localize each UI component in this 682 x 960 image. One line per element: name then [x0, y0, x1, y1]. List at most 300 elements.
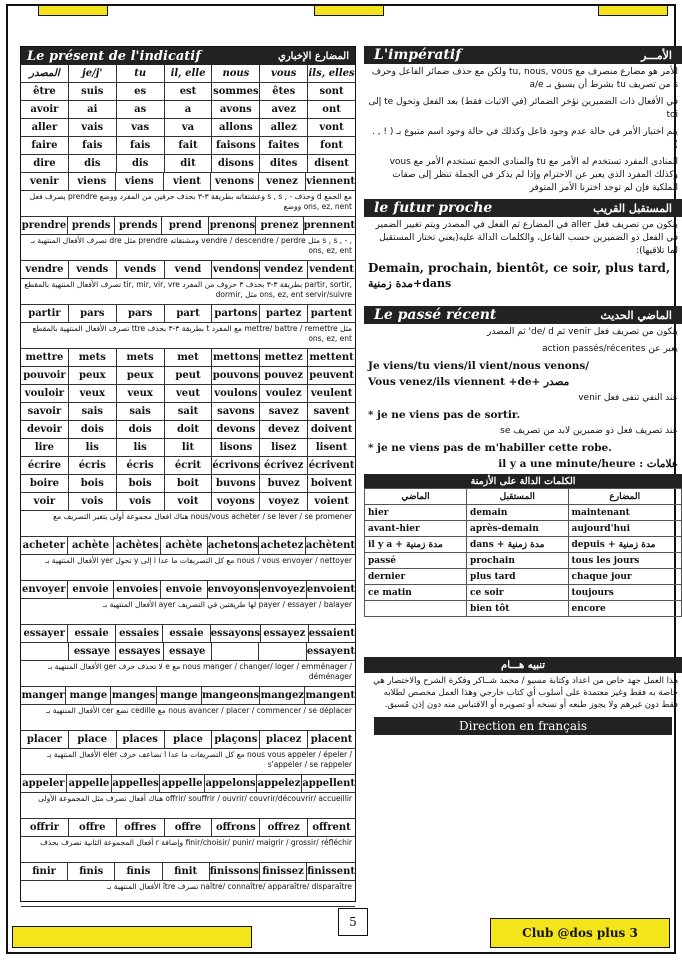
conj-note: الأفعال المنتهية بـ ger لا تحذف حرف e مع nous manger / changer/ loger / emménager / déménager [21, 661, 355, 687]
time-cell: prochain [467, 553, 568, 569]
conj-row [21, 625, 355, 643]
conj-cell: pars [69, 305, 117, 322]
conj-cell: ai [69, 101, 117, 118]
futur-words: Demain, prochain, bientôt, ce soir, plus tard, [368, 261, 671, 275]
conj-cell: suis [69, 83, 117, 100]
conj-cell: vont [319, 122, 344, 133]
time-cell: avant-hier [365, 521, 467, 537]
conj-cell: offrir [21, 819, 69, 836]
conj-cell: offrez [260, 819, 308, 836]
conj-cell: placent [310, 734, 353, 745]
imperatif-title: L'impératif [374, 47, 462, 63]
conj-cell: appelles [112, 775, 159, 792]
conj-cell: buvons [212, 475, 260, 492]
conj-cell: appeler [21, 775, 67, 792]
conj-row [21, 217, 355, 235]
conj-cell: voir [21, 493, 69, 510]
conj-cell: partent [310, 308, 353, 319]
conj-cell: offre [165, 819, 213, 836]
conj-cell: fait [165, 137, 213, 154]
conj-header-cell: vous [260, 65, 308, 82]
conj-cell: savons [212, 403, 260, 420]
time-row [365, 569, 682, 585]
time-row [365, 601, 682, 617]
conj-cell: savent [313, 406, 350, 417]
futur-rule: يتكون من تصريف فعل aller في المضارع ثم الفعل في المصدر ويتم تغيير الضمير في الفعل ذو الضميرين حسب الفاعل، والكلمات الدالة عليه(يعني تختار المستقبل لما تلاقيها): [375, 220, 678, 256]
time-cell: encore [568, 601, 681, 617]
conj-cell: finissez [260, 863, 307, 880]
conj-cell: avons [212, 101, 260, 118]
conjugation-table [21, 65, 355, 907]
conj-cell: prendre [21, 217, 68, 234]
time-cell: dans + مدة زمنية [467, 537, 568, 553]
conj-cell: écrivons [212, 457, 260, 474]
notice-text: هذا العمل جهد خاص من اعداد وكتابة مسيو / محمد شــاكر وفكرة الشرح والاختصار هي خاصة به فقط وغير معتمدة على أسلوب أي كتاب خارجي وهذا العمل مخصص لطلابه فقط دون غيرهم ولا يجوز طبعه أو نسخه أو تصويره أو الاقتباس منه دون إذن مُسبق. [373, 676, 678, 710]
conj-cell [259, 643, 307, 660]
conj-row [21, 475, 355, 493]
yellow-tab-left [38, 6, 108, 16]
conj-header-cell: nous [212, 65, 260, 82]
page-number: 5 [338, 908, 368, 936]
time-row [365, 505, 682, 521]
conj-cell: viens [69, 173, 117, 190]
conj-cell: avez [260, 101, 308, 118]
conj-cell: mangez [260, 687, 305, 704]
conj-cell: buvez [260, 475, 308, 492]
time-header-row [365, 489, 682, 505]
time-cell: il y a + مدة زمنية [365, 537, 467, 553]
conj-cell: lisons [212, 439, 260, 456]
conj-row [21, 537, 355, 555]
conj-cell: finir [21, 863, 68, 880]
conj-cell: finissons [210, 863, 260, 880]
time-row [365, 537, 682, 553]
conj-cell: faisons [212, 137, 260, 154]
conj-cell: essaie [68, 625, 115, 642]
conj-cell: va [165, 119, 213, 136]
conj-cell: boivent [310, 478, 353, 489]
imperatif-rule-2: في الأفعال ذات الضميرين نؤخر الضمائر (في الاثبات فقط) بعد الفعل وتحول te إلى toi [368, 97, 678, 120]
time-words-table [364, 488, 682, 617]
conj-cell: fais [117, 137, 165, 154]
conj-cell: essayes [116, 643, 164, 660]
conj-cell: place [69, 731, 117, 748]
time-cell: passé [365, 553, 467, 569]
conj-cell: avoir [21, 101, 69, 118]
conj-note: الأفعال المنتهية بـ ître تصرف naître/ connaître/ apparaître/ disparaître [21, 881, 355, 907]
conj-cell: envoie [161, 581, 208, 598]
conj-row [21, 457, 355, 475]
conj-cell: prenez [256, 217, 303, 234]
conj-cell: sait [165, 403, 213, 420]
conj-cell: venez [259, 173, 307, 190]
conj-cell: lisez [260, 439, 308, 456]
conj-note: تصرف الأفعال المنتهية بالمقطع ttre بطريقة ٣-٣ بحذف t مع المفرد mettre/ battre / remettre مثل ons, ez, ent [21, 323, 355, 349]
conj-cell: mets [117, 349, 165, 366]
passe-line-3: * je ne viens pas de sortir. [368, 409, 521, 421]
conj-cell: peux [117, 367, 165, 384]
conj-row [21, 137, 355, 155]
right-column [364, 46, 682, 926]
conj-row [21, 155, 355, 173]
conj-row [21, 493, 355, 511]
present-title: Le présent de l'indicatif [27, 48, 201, 64]
conj-cell: lis [69, 439, 117, 456]
conj-cell: dois [69, 421, 117, 438]
conj-cell: venir [21, 173, 69, 190]
conj-cell: devez [260, 421, 308, 438]
conj-cell: êtes [260, 83, 308, 100]
conj-cell: savez [260, 403, 308, 420]
time-cell: tous les jours [568, 553, 681, 569]
conj-cell: peuvent [309, 370, 354, 381]
time-cell: maintenant [568, 505, 681, 521]
conj-cell: vois [69, 493, 117, 510]
conj-cell: peut [165, 367, 213, 384]
time-cell: demain [467, 505, 568, 521]
conj-cell: viennent [306, 176, 356, 187]
conj-cell: allez [260, 119, 308, 136]
conj-header-row [21, 65, 355, 83]
conj-cell: ont [322, 104, 341, 115]
conj-cell: prenons [209, 217, 256, 234]
conj-row [21, 173, 355, 191]
conj-cell: achètent [305, 540, 355, 551]
time-words-banner [364, 474, 682, 488]
conj-cell: vendre [21, 261, 69, 278]
conj-note: الأفعال المنتهية بـ cer نضع cedille مع nous avancer / placer / commencer / se déplacer [21, 705, 355, 731]
time-cell: chaque jour [568, 569, 681, 585]
conj-cell: savoir [21, 403, 69, 420]
conj-cell: écrivez [260, 457, 308, 474]
conj-cell: sont [319, 86, 344, 97]
conj-note: أفعال المجموعة الثانية تصرف بحذف r وإضافة finir/choisir/ punir/ maigrir / grossir/ réfléchir [21, 837, 355, 863]
conj-note: الأفعال المنتهية بـ yer تحول y إلى i مع كل التصريفات ما عدا nous / vous envoyer / nettoyer [21, 555, 355, 581]
conj-cell: dois [117, 421, 165, 438]
conj-cell: finit [163, 863, 210, 880]
conj-cell: venons [211, 173, 259, 190]
conj-cell: aller [21, 119, 69, 136]
conj-cell: essayer [21, 625, 68, 642]
conj-cell: pars [117, 305, 165, 322]
passe-line-4: * je ne viens pas de m'habiller cette robe. [368, 442, 612, 454]
passe-banner [364, 306, 682, 324]
conj-cell: faire [21, 137, 69, 154]
conj-cell: placez [260, 731, 308, 748]
conj-cell: devons [212, 421, 260, 438]
time-row [365, 585, 682, 601]
passe-line-5: il y a une minute/heure : علامات [498, 458, 678, 470]
futur-words-2: dans+مدة زمنية [368, 277, 452, 290]
present-banner [21, 47, 355, 65]
conj-note: تصرف الأفعال المنتهية بـ dre مثل prendre ومشتقاته vendre / descendre / perdre مثل s , s , - , ons, ez, ent [21, 235, 355, 261]
time-row [365, 553, 682, 569]
conj-cell [212, 643, 260, 660]
time-cell: plus tard [467, 569, 568, 585]
time-cell: toujours [568, 585, 681, 601]
conj-cell: vends [69, 261, 117, 278]
conj-cell: voulons [212, 385, 260, 402]
passe-rule-2: يعبر عن action passés/récentes [542, 344, 678, 354]
conj-cell: bois [69, 475, 117, 492]
conj-cell: appelons [205, 775, 256, 792]
conj-cell: disons [212, 155, 260, 172]
conj-cell: envoient [306, 584, 356, 595]
conj-row [21, 349, 355, 367]
conj-cell: voient [314, 496, 349, 507]
conj-cell: voyons [212, 493, 260, 510]
conj-cell: manger [21, 687, 66, 704]
conj-cell: mange [66, 687, 111, 704]
yellow-tab-right [598, 6, 668, 16]
conj-cell: place [165, 731, 213, 748]
conj-cell: écrit [165, 457, 213, 474]
imperatif-title-ar: الأمـــر [641, 48, 672, 62]
conj-row [21, 421, 355, 439]
conj-cell: placer [21, 731, 69, 748]
conj-cell: doit [165, 421, 213, 438]
time-cell: ce matin [365, 585, 467, 601]
time-cell: aujourd'hui [568, 521, 681, 537]
passe-title-ar: الماضي الحديث [600, 308, 672, 322]
conj-cell: disent [314, 158, 349, 169]
imperatif-banner [364, 46, 682, 64]
conj-header-cell: je/j' [69, 65, 117, 82]
conj-cell: dire [21, 155, 69, 172]
conj-cell: sais [117, 403, 165, 420]
conj-row [21, 687, 355, 705]
conj-row [21, 581, 355, 599]
time-cell: bien tôt [467, 601, 568, 617]
notice-banner [364, 657, 682, 673]
conj-row [21, 261, 355, 279]
conj-cell: mange [157, 687, 202, 704]
conj-cell: prends [115, 217, 162, 234]
conj-header-cell: المصدر [21, 65, 69, 82]
conj-cell: partez [260, 305, 308, 322]
conj-cell: veulent [310, 388, 353, 399]
conj-cell: es [117, 83, 165, 100]
conj-cell: places [117, 731, 165, 748]
conj-cell: mettre [21, 349, 69, 366]
conj-cell: être [21, 83, 69, 100]
conj-note: الأفعال المنتهية بـ eler تضاعف حرف l مع كل التصريفات ما عدا nous vous appeler / épeler / s'appeler / se rappeler [21, 749, 355, 775]
conj-cell: mets [69, 349, 117, 366]
conj-cell: vouloir [21, 385, 69, 402]
passe-rule-4: عند تصريف فعل ذو ضميرين لابد من تصريف se [500, 426, 678, 436]
conj-cell: essaye [164, 643, 212, 660]
conj-cell: envoyons [208, 581, 261, 598]
conj-cell: vendent [309, 264, 354, 275]
conj-cell: mettez [260, 349, 308, 366]
conj-cell: part [165, 305, 213, 322]
conj-cell: lisent [315, 442, 348, 453]
conj-cell: finissent [307, 866, 355, 877]
conj-cell: font [320, 140, 344, 151]
conj-cell: lis [117, 439, 165, 456]
conj-row [21, 101, 355, 119]
conj-cell: écrire [21, 457, 69, 474]
conj-cell: prend [162, 217, 209, 234]
conj-cell: prennent [303, 220, 355, 231]
futur-title-ar: المستقبل القريب [593, 201, 672, 215]
conj-cell: achetons [208, 537, 259, 554]
conj-row [21, 863, 355, 881]
conj-cell: appellent [302, 778, 355, 789]
conj-cell: essaies [116, 625, 163, 642]
conj-cell: mettent [309, 352, 354, 363]
conj-cell: offres [117, 819, 165, 836]
conj-cell: devoir [21, 421, 69, 438]
conj-cell: vendez [260, 261, 308, 278]
conj-cell: plaçons [212, 731, 260, 748]
conj-cell: écris [117, 457, 165, 474]
conj-cell: vois [117, 493, 165, 510]
imperatif-rule-1: الأمر هو مضارع منصرف مع tu, nous, vous ولكن مع حذف ضمائر الفاعل وحرف s من تصريف tu بشرط أن يسبق بـ a/e [371, 67, 678, 90]
conj-cell: vient [164, 173, 212, 190]
imperatif-rule-4: المنادى المفرد تستخدم له الأمر مع tu والمنادى الجمع تستخدم الأمر مع vous وكذلك المفرد الذي يعبر عن الاحترام وإذا لم يذكر في الجملة تنظر إلى صفات الملكية فإن لم توجد اخترنا الأمر المتوفر [389, 157, 678, 193]
time-words-title: الكلمات الدالة على الأزمنة [470, 475, 576, 487]
conj-cell: vas [117, 119, 165, 136]
conj-cell: a [165, 101, 213, 118]
club-footer: Club @dos plus 3 [490, 918, 670, 948]
time-header-cell: الماضي [365, 489, 467, 505]
passe-title: Le passé récent [374, 307, 497, 323]
conj-cell: dis [69, 155, 117, 172]
conj-cell: finis [115, 863, 162, 880]
conj-cell: partons [212, 305, 260, 322]
conj-cell: vais [69, 119, 117, 136]
conj-cell: pouvons [212, 367, 260, 384]
conj-cell: faites [260, 137, 308, 154]
conj-cell: voit [165, 493, 213, 510]
conj-cell: mettons [212, 349, 260, 366]
conj-cell: achetez [259, 537, 306, 554]
conj-cell: écris [69, 457, 117, 474]
conj-cell: dit [165, 155, 213, 172]
time-header-cell: المستقبل [467, 489, 568, 505]
present-title-ar: المضارع الإخباري [278, 50, 349, 62]
conj-cell [21, 643, 69, 660]
conj-cell: envoyer [21, 581, 68, 598]
conj-header-cell: ils, elles [308, 68, 355, 79]
conj-cell: fais [69, 137, 117, 154]
conj-cell: achètes [114, 537, 161, 554]
conj-cell: offre [69, 819, 117, 836]
conj-cell: appelle [67, 775, 113, 792]
conj-row [21, 367, 355, 385]
conj-cell: peux [69, 367, 117, 384]
conj-cell: vends [117, 261, 165, 278]
conj-cell: sais [69, 403, 117, 420]
conj-cell: essayons [211, 625, 261, 642]
conj-cell: doivent [310, 424, 353, 435]
futur-banner [364, 199, 682, 217]
conj-row [21, 775, 355, 793]
conj-cell: manges [111, 687, 156, 704]
time-cell: ce soir [467, 585, 568, 601]
conj-cell: pouvez [260, 367, 308, 384]
conj-cell: achète [161, 537, 208, 554]
conj-row [21, 731, 355, 749]
conj-row [21, 403, 355, 421]
conj-cell: écrivent [308, 460, 355, 471]
conj-cell: offrent [312, 822, 351, 833]
conj-cell: envoie [68, 581, 115, 598]
conj-cell: viens [116, 173, 164, 190]
conj-cell: achète [68, 537, 115, 554]
conj-cell: vendons [212, 261, 260, 278]
conj-row [21, 305, 355, 323]
direction-banner: Direction en français [374, 717, 672, 735]
time-cell [365, 601, 467, 617]
conj-cell: prends [68, 217, 115, 234]
conj-cell: lit [165, 439, 213, 456]
conj-row [21, 819, 355, 837]
conj-row [21, 83, 355, 101]
conj-note: يصرف فعل prendre وعشتقاته بطريقة ٣-٣ بحذف حرفين من المفرد ووضع s , s , - وحذف d مع الجمع ووضع ons, ez, nent [21, 191, 355, 217]
conj-cell: acheter [21, 537, 68, 554]
yellow-tab-middle [314, 6, 384, 16]
conj-cell: pouvoir [21, 367, 69, 384]
conj-cell: est [165, 83, 213, 100]
futur-title: le futur proche [374, 200, 493, 216]
conj-cell: envoies [114, 581, 161, 598]
conj-cell: mangeons [202, 687, 260, 704]
conj-cell: allons [212, 119, 260, 136]
conj-row [21, 439, 355, 457]
conj-row [21, 385, 355, 403]
imperatif-rule-3: يتم اختبار الأمر في حالة عدم وجود فاعل وكذلك في حالة وجود اسم متبوع بـ ( ! , . ) [371, 127, 678, 150]
conj-header-cell: tu [117, 65, 165, 82]
conj-cell: voyez [260, 493, 308, 510]
conj-note: الأفعال المنتهية بـ ayer لها طريقتين في التصريف payer / essayer / balayer [21, 599, 355, 625]
yellow-footer-bar [12, 926, 252, 948]
conj-cell: partir [21, 305, 69, 322]
conj-cell: finis [68, 863, 115, 880]
conj-row [21, 643, 355, 661]
present-indicatif-section [20, 46, 356, 902]
conj-cell: as [117, 101, 165, 118]
conj-cell: boit [165, 475, 213, 492]
conj-cell: essayent [306, 646, 356, 657]
time-header-cell: المضارع [568, 489, 681, 505]
conj-cell: essaie [163, 625, 210, 642]
time-cell: hier [365, 505, 467, 521]
time-cell: depuis + مدة زمنية [568, 537, 681, 553]
time-cell: après-demain [467, 521, 568, 537]
passe-rule-3: عند النفي تنفى فعل venir [578, 393, 678, 403]
conj-note: هناك افعال مجموعة أولى يتغير التصريف مع nous/vous acheter / se lever / se promener [21, 511, 355, 537]
conj-cell: essaient [308, 628, 355, 639]
conj-cell: lire [21, 439, 69, 456]
conj-cell: sommes [212, 83, 260, 100]
conj-cell: appelez [257, 775, 303, 792]
conj-cell: bois [117, 475, 165, 492]
conj-cell: met [165, 349, 213, 366]
conj-cell: vend [165, 261, 213, 278]
conj-cell: offrons [212, 819, 260, 836]
notice-title: تنبيه هـــام [501, 659, 545, 671]
time-cell: dernier [365, 569, 467, 585]
passe-line-2: Vous venez/ils viennent +de+ مصدر [368, 376, 570, 388]
conj-cell: envoyez [260, 581, 307, 598]
passe-rule-1: يتكون من تصريف فعل venir ثم de/ d' ثم المصدر [487, 327, 678, 337]
conj-cell: voulez [260, 385, 308, 402]
conj-note: تصرف الأفعال المنتهية بالمقطع tir, mir, vir, vre بطريقة ٣-٣ بحذف ٣ حروف من المفرد partir, sortir, dormir, مثل ons, ez, ent servir/suivre [21, 279, 355, 305]
conj-row [21, 119, 355, 137]
conj-cell: appelle [160, 775, 206, 792]
